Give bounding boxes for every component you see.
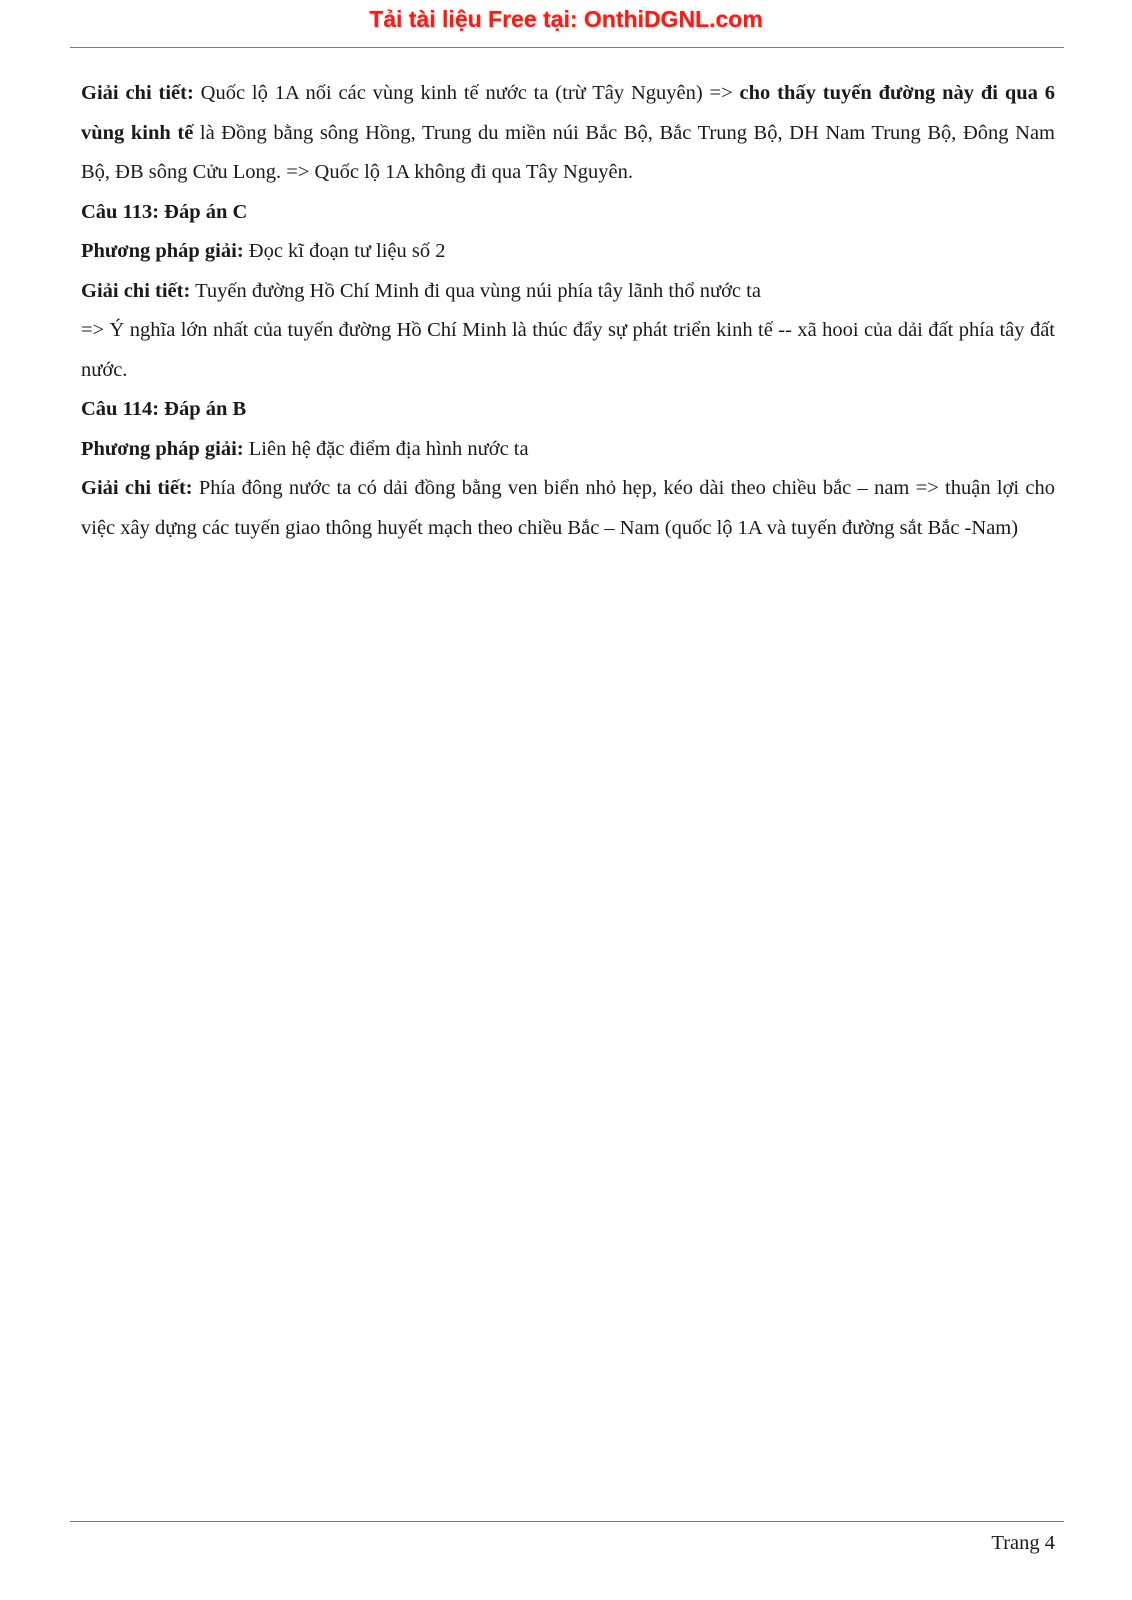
text: Liên hệ đặc điểm địa hình nước ta [243,437,529,460]
text: Đọc kĩ đoạn tư liệu số 2 [243,240,446,262]
label-detail: Giải chi tiết: [81,82,194,104]
text: Tuyến đường Hồ Chí Minh đi qua vùng núi phía tây lãnh thổ nước ta [190,279,761,302]
paragraph-detail-113 [81,272,1055,312]
paragraph-detail-112 [81,74,1055,193]
paragraph-method-114 [81,430,1055,470]
paragraph-conclusion-113: => Ý nghĩa lớn nhất của tuyến đường Hồ Chí Minh là thúc đẩy sự phát triển kinh tế -- xã hooi của dải đất phía tây đất nước. [81,319,1055,381]
paragraph-detail-114 [81,469,1055,548]
text: là Đồng bằng sông Hồng, Trung du miền núi Bắc Bộ, Bắc Trung Bộ, DH Nam Trung Bộ, Đông Nam Bộ, ĐB sông Cửu Long. => Quốc lộ 1A không đi qua Tây Nguyên. [81,121,1055,183]
question-114-heading: Câu 114: Đáp án B [81,398,247,420]
question-113-heading: Câu 113: Đáp án C [81,200,248,223]
label-method: Phương pháp giải: [81,240,244,262]
footer-rule [70,1521,1064,1522]
text: Phía đông nước ta có dải đồng bằng ven biển nhỏ hẹp, kéo dài theo chiều bắc – nam => thuận lợi cho việc xây dựng các tuyến giao thông huyết mạch theo chiều Bắc – Nam (quốc lộ 1A và tuyến đường sắt Bắc -Nam) [81,477,1055,539]
header-banner[interactable]: Tải tài liệu Free tại: OnthiDGNL.com [369,6,763,32]
header-rule [70,47,1064,48]
label-detail: Giải chi tiết: [81,477,193,499]
paragraph-method-113 [81,232,1055,272]
page-number: Trang 4 [991,1532,1055,1554]
bold-text: cho thấy tuyến đường này đi qua 6 vùng kinh tế [81,82,1056,144]
document-body [81,74,1055,548]
label-method: Phương pháp giải: [81,437,244,460]
text: Quốc lộ 1A nối các vùng kinh tế nước ta (trừ Tây Nguyên) => [193,82,740,104]
label-detail: Giải chi tiết: [81,279,191,302]
